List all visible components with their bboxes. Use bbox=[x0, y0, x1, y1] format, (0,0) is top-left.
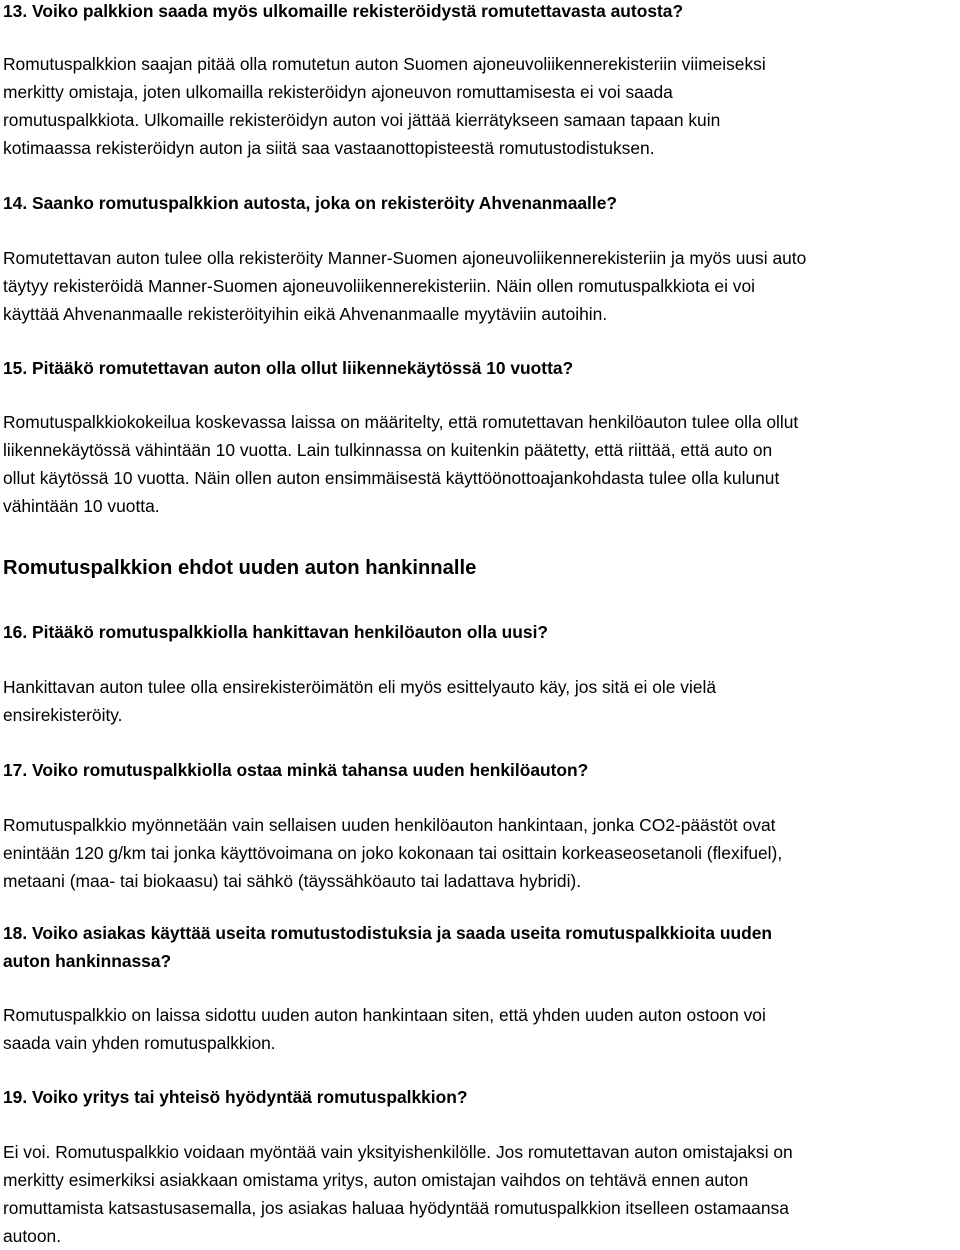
answer-line: Romutuspalkkio myönnetään vain sellaisen uuden henkilöauton hankintaan, jonka CO2-päästöt ovat bbox=[3, 815, 776, 835]
answer-line: liikennekäytössä vähintään 10 vuotta. Lain tulkinnassa on kuitenkin päätetty, että riittää, että auto on bbox=[3, 440, 773, 460]
answer-line: merkitty esimerkiksi asiakkaan omistama yritys, auton omistajan vaihdos on tehtävä ennen auton bbox=[3, 1170, 749, 1190]
answer-line: täytyy rekisteröidä Manner-Suomen ajoneuvoliikennerekisteriin. Näin ollen romutuspalkkiota ei voi bbox=[3, 276, 756, 296]
question-16: 16. Pitääkö romutuspalkkiolla hankittavan henkilöauton olla uusi? bbox=[3, 622, 549, 642]
answer-line: Romutuspalkkiokokeilua koskevassa laissa on määritelty, että romutettavan henkilöauton tulee olla ollut bbox=[3, 412, 799, 432]
answer-line: Hankittavan auton tulee olla ensirekisteröimätön eli myös esittelyauto käy, jos sitä ei ole vielä bbox=[3, 677, 717, 697]
answer-line: Ei voi. Romutuspalkkio voidaan myöntää vain yksityishenkilölle. Jos romutettavan auton omistajaksi on bbox=[3, 1142, 793, 1162]
question-19: 19. Voiko yritys tai yhteisö hyödyntää romutuspalkkion? bbox=[3, 1087, 468, 1107]
question-15: 15. Pitääkö romutettavan auton olla ollut liikennekäytössä 10 vuotta? bbox=[3, 358, 574, 378]
question-13: 13. Voiko palkkion saada myös ulkomaille rekisteröidystä romutettavasta autosta? bbox=[3, 1, 684, 21]
answer-13 bbox=[3, 50, 958, 162]
answer-line: ollut käytössä 10 vuotta. Näin ollen auton ensimmäisestä käyttöönottoajankohdasta tulee olla kulunut bbox=[3, 468, 780, 488]
answer-line: Romutuspalkkion saajan pitää olla romutetun auton Suomen ajoneuvoliikennerekisteriin viimeiseksi bbox=[3, 54, 766, 74]
question-17: 17. Voiko romutuspalkkiolla ostaa minkä tahansa uuden henkilöauton? bbox=[3, 760, 589, 780]
question-18 bbox=[3, 919, 772, 975]
answer-line: metaani (maa- tai biokaasu) tai sähkö (täyssähköauto tai ladattava hybridi). bbox=[3, 871, 582, 891]
answer-line: enintään 120 g/km tai jonka käyttövoimana on joko kokonaan tai osittain korkeaseosetanoli (flexifuel), bbox=[3, 843, 783, 863]
section-heading: Romutuspalkkion ehdot uuden auton hankinnalle bbox=[3, 557, 477, 579]
answer-line: Romutuspalkkio on laissa sidottu uuden auton hankintaan siten, että yhden uuden auton ostoon voi bbox=[3, 1005, 766, 1025]
answer-line: kotimaassa rekisteröidyn auton ja siitä saa vastaanottopisteestä romutustodistuksen. bbox=[3, 138, 655, 158]
answer-15 bbox=[3, 408, 958, 520]
answer-18 bbox=[3, 1001, 958, 1057]
question-line: 18. Voiko asiakas käyttää useita romutustodistuksia ja saada useita romutuspalkkioita uuden bbox=[3, 923, 773, 943]
answer-line: Romutettavan auton tulee olla rekisteröity Manner-Suomen ajoneuvoliikennerekisteriin ja myös uusi auto bbox=[3, 248, 807, 268]
answer-line: autoon. bbox=[3, 1226, 62, 1246]
answer-19 bbox=[3, 1138, 958, 1250]
answer-line: romutuspalkkiota. Ulkomaille rekisteröidyn auton voi jättää kierrätykseen samaan tapaan kuin bbox=[3, 110, 721, 130]
question-line: auton hankinnassa? bbox=[3, 951, 172, 971]
answer-line: vähintään 10 vuotta. bbox=[3, 496, 160, 516]
answer-17 bbox=[3, 811, 958, 895]
answer-line: merkitty omistaja, joten ulkomailla rekisteröidyn ajoneuvon romuttamisesta ei voi saada bbox=[3, 82, 673, 102]
answer-line: saada vain yhden romutuspalkkion. bbox=[3, 1033, 276, 1053]
answer-line: romuttamista katsastusasemalla, jos asiakas haluaa hyödyntää romutuspalkkion itselleen ostamaansa bbox=[3, 1198, 789, 1218]
question-14: 14. Saanko romutuspalkkion autosta, joka on rekisteröity Ahvenanmaalle? bbox=[3, 193, 618, 213]
answer-line: ensirekisteröity. bbox=[3, 705, 123, 725]
answer-line: käyttää Ahvenanmaalle rekisteröityihin eikä Ahvenanmaalle myytäviin autoihin. bbox=[3, 304, 608, 324]
answer-16 bbox=[3, 673, 958, 729]
answer-14 bbox=[3, 244, 958, 328]
